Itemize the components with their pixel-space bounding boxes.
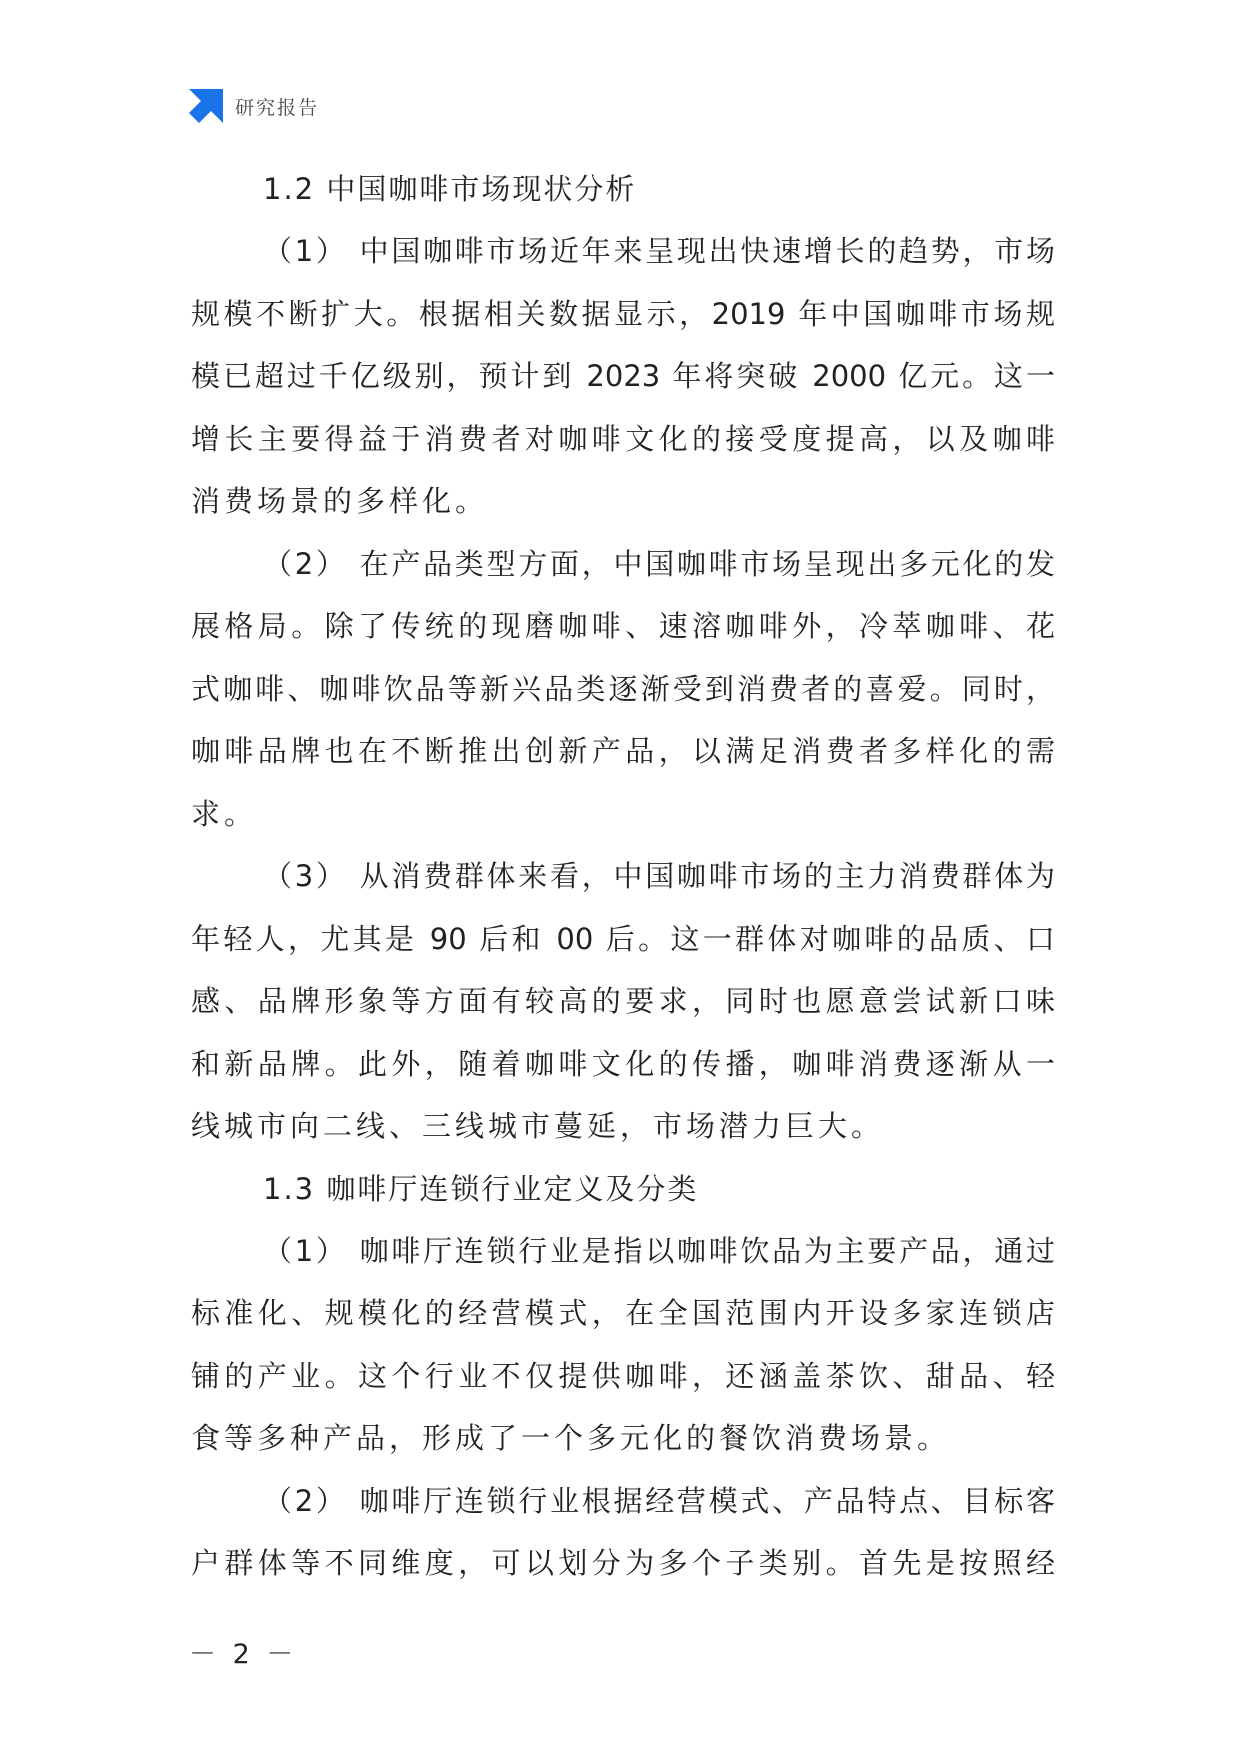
- paragraph-line: （3） 从消费群体来看，中国咖啡市场的主力消费群体为: [263, 859, 1055, 893]
- paragraph-line: 咖啡品牌也在不断推出创新产品，以满足消费者多样化的需: [191, 734, 1055, 768]
- paragraph-line: 式咖啡、咖啡饮品等新兴品类逐渐受到消费者的喜爱。同时，: [191, 671, 1055, 706]
- paragraph-line: 增长主要得益于消费者对咖啡文化的接受度提高，以及咖啡: [191, 421, 1055, 456]
- paragraph-line: 线城市向二线、三线城市蔓延，市场潜力巨大。: [191, 1109, 885, 1143]
- section-heading-1-2: 1.2 中国咖啡市场现状分析: [263, 172, 637, 206]
- paragraph-2: [191, 533, 1055, 846]
- paragraph-1: [191, 220, 1055, 533]
- page-number: － 2 －: [189, 1639, 298, 1670]
- paragraph-line: 食等多种产品，形成了一个多元化的餐饮消费场景。: [191, 1421, 951, 1455]
- paragraph-line: （2） 咖啡厅连锁行业根据经营模式、产品特点、目标客: [263, 1483, 1055, 1518]
- paragraph-3: [191, 845, 1055, 1158]
- paragraph-line: 年轻人，尤其是 90 后和 00 后。这一群体对咖啡的品质、口: [191, 921, 1055, 956]
- document-body: [191, 158, 1055, 1595]
- paragraph-line: 感、品牌形象等方面有较高的要求，同时也愿意尝试新口味: [191, 984, 1055, 1018]
- paragraph-line: 展格局。除了传统的现磨咖啡、速溶咖啡外，冷萃咖啡、花: [191, 609, 1055, 643]
- paragraph-line: 户群体等不同维度，可以划分为多个子类别。首先是按照经: [191, 1546, 1055, 1580]
- section-heading-1-3: 1.3 咖啡厅连锁行业定义及分类: [263, 1171, 699, 1206]
- header-title: 研究报告: [235, 96, 320, 119]
- paragraph-line: 铺的产业。这个行业不仅提供咖啡，还涵盖茶饮、甜品、轻: [191, 1358, 1055, 1393]
- report-header: [189, 88, 319, 124]
- paragraph-line: 标准化、规模化的经营模式，在全国范围内开设多家连锁店: [191, 1296, 1055, 1330]
- paragraph-line: （1） 咖啡厅连锁行业是指以咖啡饮品为主要产品，通过: [263, 1233, 1055, 1268]
- paragraph-5: [191, 1470, 1055, 1595]
- paragraph-line: 模已超过千亿级别，预计到 2023 年将突破 2000 亿元。这一: [191, 359, 1055, 393]
- paragraph-4: [191, 1220, 1055, 1470]
- paragraph-line: 消费场景的多样化。: [191, 484, 489, 518]
- paragraph-line: （1） 中国咖啡市场近年来呈现出快速增长的趋势，市场: [263, 234, 1055, 268]
- paragraph-line: （2） 在产品类型方面，中国咖啡市场呈现出多元化的发: [263, 546, 1055, 581]
- arrow-up-right-icon: [189, 89, 223, 123]
- paragraph-line: 和新品牌。此外，随着咖啡文化的传播，咖啡消费逐渐从一: [191, 1046, 1055, 1081]
- paragraph-line: 规模不断扩大。根据相关数据显示，2019 年中国咖啡市场规: [191, 296, 1055, 331]
- paragraph-line: 求。: [191, 796, 258, 831]
